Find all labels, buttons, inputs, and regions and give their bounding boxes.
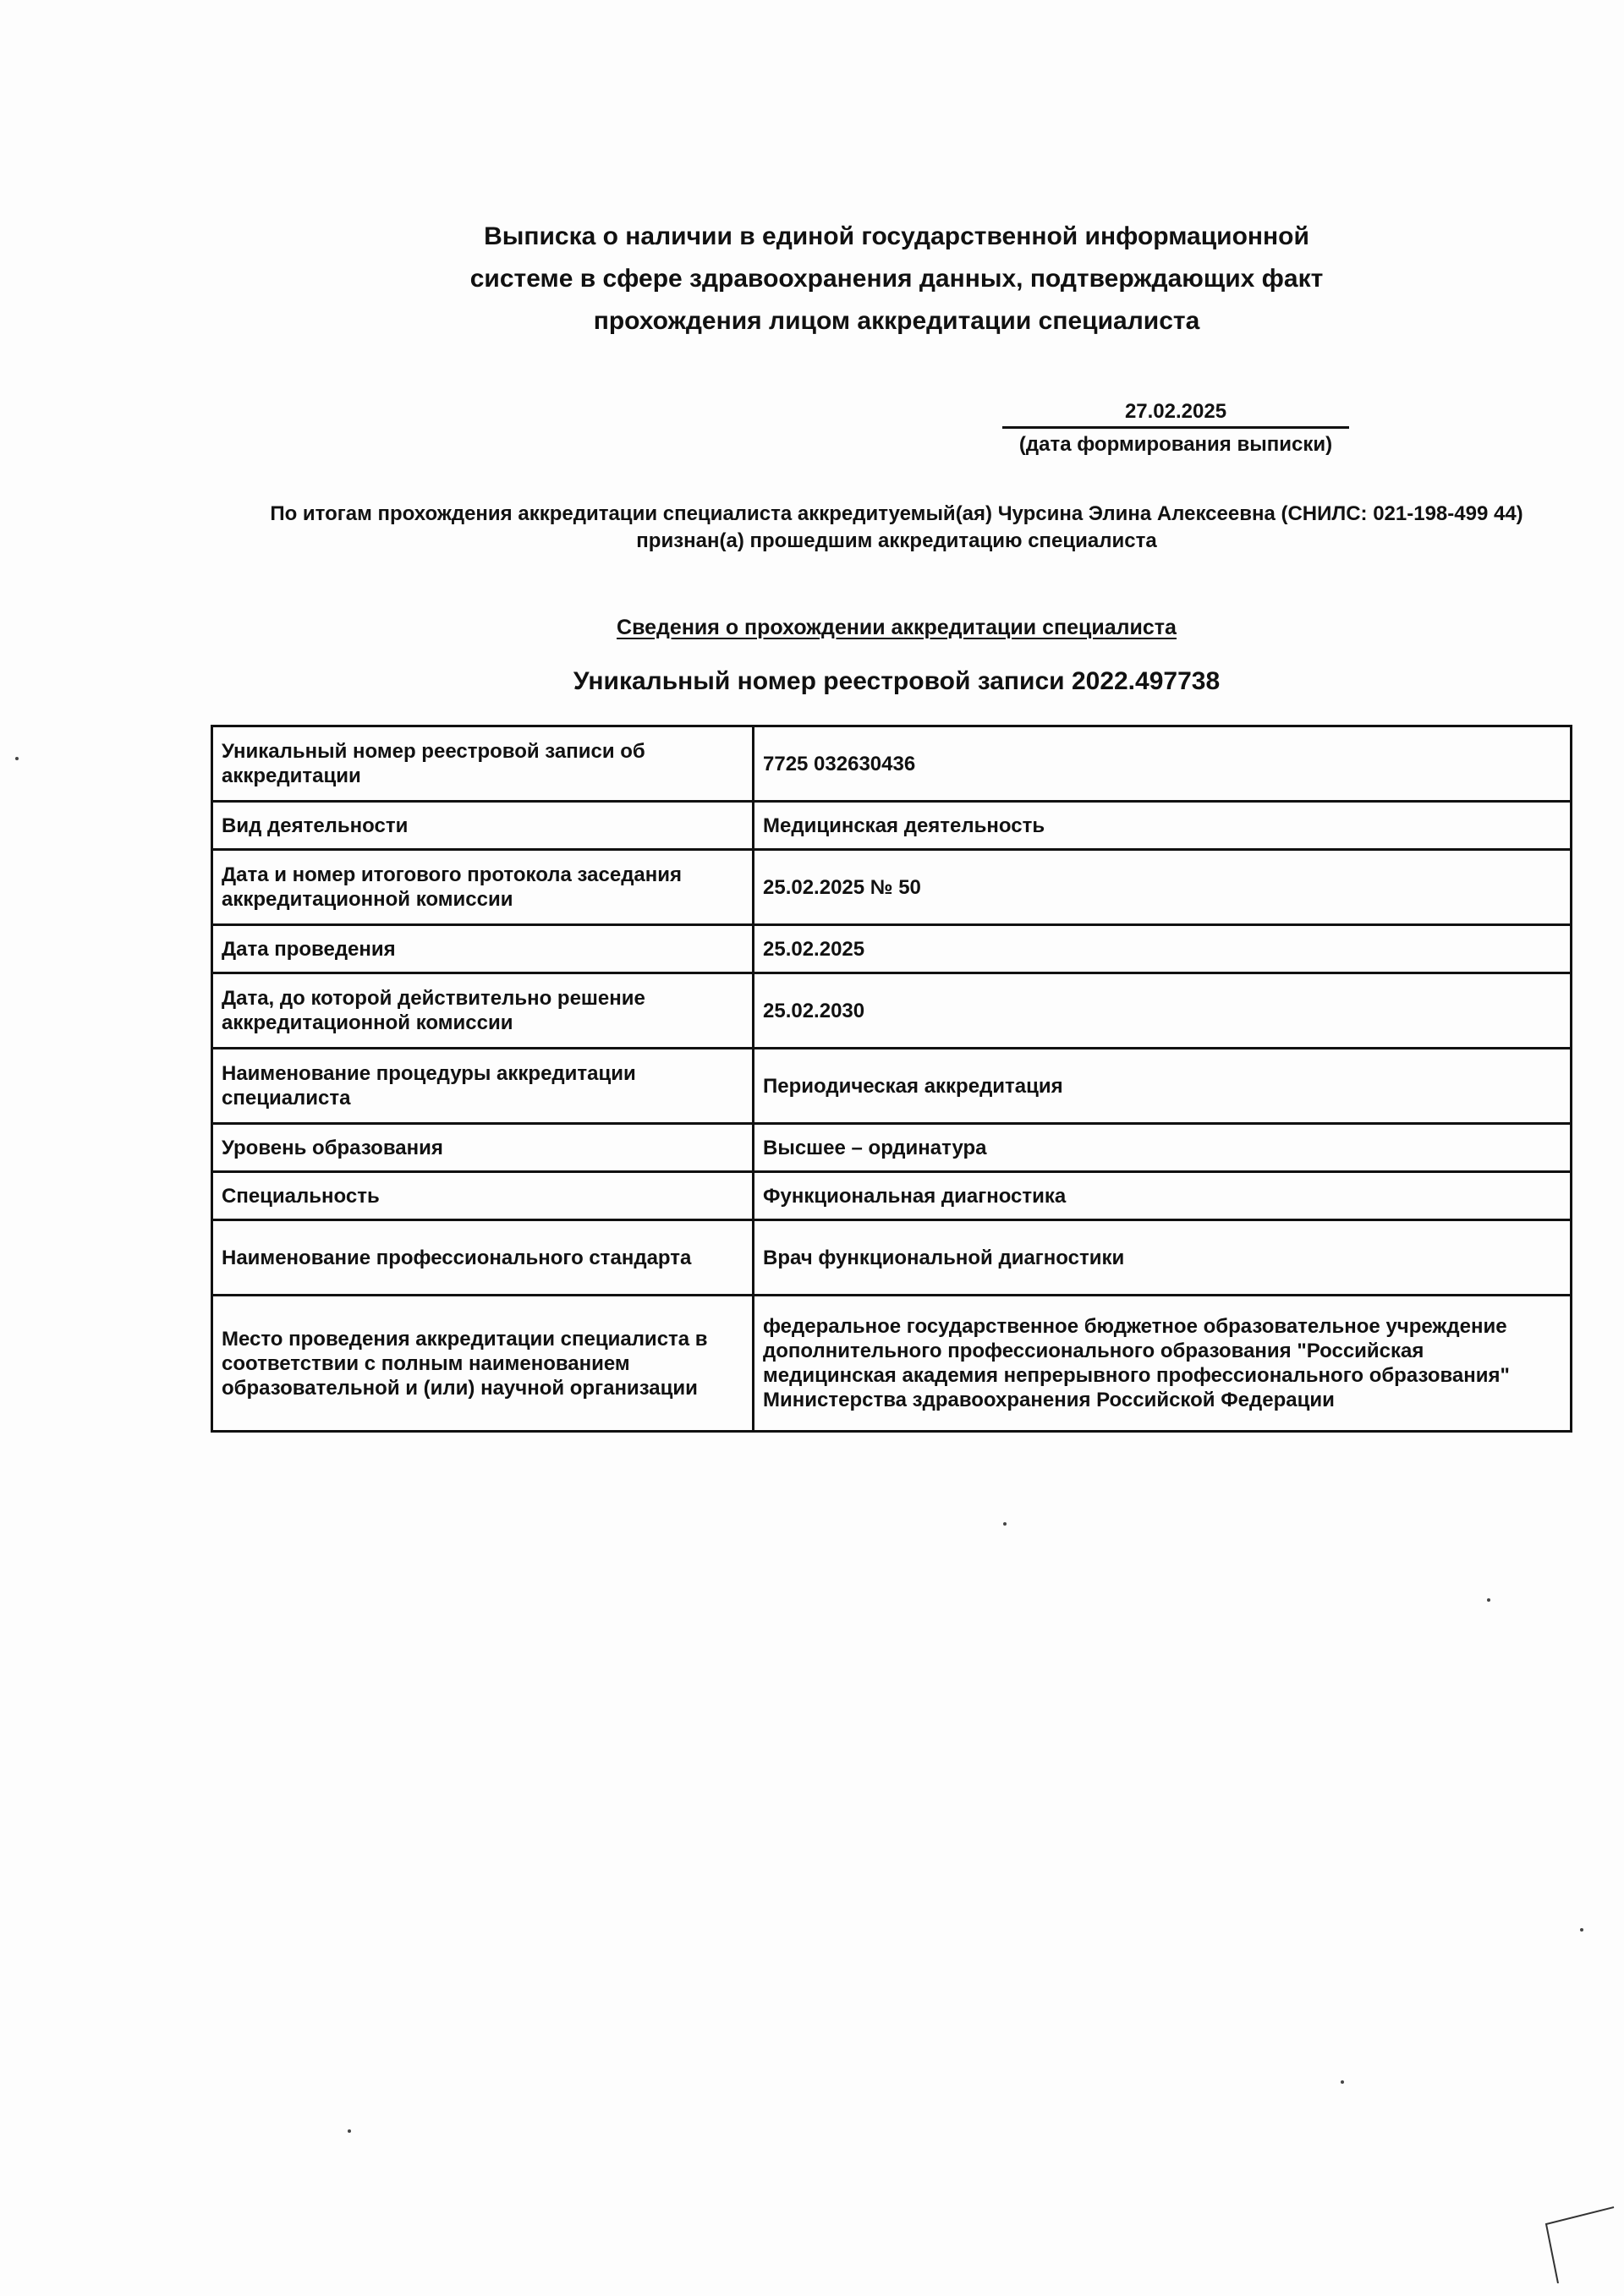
table-row [212, 1172, 1572, 1220]
row-label: Место проведения аккредитации специалиста в соответствии с полным наименованием образовательной и (или) научной организации [212, 1296, 754, 1432]
title-line-3: прохождения лицом аккредитации специалиста [593, 307, 1200, 335]
table-row [212, 973, 1572, 1049]
scan-speck [1003, 1522, 1007, 1526]
row-value: Врач функциональной диагностики [754, 1220, 1572, 1296]
row-label: Дата, до которой действительно решение аккредитационной комиссии [212, 973, 754, 1049]
row-label: Наименование профессионального стандарта [212, 1220, 754, 1296]
row-label: Уровень образования [212, 1124, 754, 1172]
row-value: 25.02.2025 [754, 925, 1572, 973]
table-row [212, 850, 1572, 925]
table-row [212, 1296, 1572, 1432]
row-label: Дата и номер итогового протокола заседания аккредитационной комиссии [212, 850, 754, 925]
row-label: Уникальный номер реестровой записи об аккредитации [212, 726, 754, 802]
extract-date-caption: (дата формирования выписки) [1018, 433, 1333, 456]
row-value: 25.02.2030 [754, 973, 1572, 1049]
row-value: 25.02.2025 № 50 [754, 850, 1572, 925]
table-row [212, 925, 1572, 973]
table-row [212, 1049, 1572, 1124]
scan-speck [15, 757, 19, 760]
title-line-2: системе в сфере здравоохранения данных, подтверждающих факт [469, 265, 1324, 293]
row-label: Специальность [212, 1172, 754, 1220]
registry-number-heading: Уникальный номер реестровой записи 2022.497738 [573, 667, 1221, 695]
row-label: Вид деятельности [212, 802, 754, 850]
table-row [212, 1220, 1572, 1296]
row-label: Дата проведения [212, 925, 754, 973]
extract-date: 27.02.2025 [1002, 399, 1349, 429]
row-value: Функциональная диагностика [754, 1172, 1572, 1220]
row-label: Наименование процедуры аккредитации специалиста [212, 1049, 754, 1124]
row-value: 7725 032630436 [754, 726, 1572, 802]
scan-corner-mark [1539, 2199, 1616, 2283]
accreditation-info-table [211, 725, 1572, 1433]
title-line-1: Выписка о наличии в единой государственной информационной [484, 222, 1309, 250]
row-value: Периодическая аккредитация [754, 1049, 1572, 1124]
row-value: Высшее – ординатура [754, 1124, 1572, 1172]
row-value: федеральное государственное бюджетное образовательное учреждение дополнительного профессионального образования "Российская медицинская академия непрерывного профессионального образования" Министерства здравоохранения Российской Федерации [754, 1296, 1572, 1432]
table-row [212, 726, 1572, 802]
scan-speck [1487, 1598, 1490, 1602]
scan-speck [1580, 1928, 1583, 1932]
section-heading [508, 614, 1286, 641]
row-value: Медицинская деятельность [754, 802, 1572, 850]
scan-speck [348, 2129, 351, 2133]
section-heading-text: Сведения о прохождении аккредитации специалиста [617, 616, 1177, 639]
date-block [998, 399, 1353, 459]
table-row [212, 802, 1572, 850]
scan-speck [1341, 2080, 1344, 2084]
intro-paragraph: По итогам прохождения аккредитации специалиста аккредитуемый(ая) Чурсина Элина Алексеевна (СНИЛС: 021-198-499 44) признан(а) прошедшим аккредитацию специалиста [270, 502, 1523, 552]
document-title [372, 216, 1421, 342]
table-row [212, 1124, 1572, 1172]
